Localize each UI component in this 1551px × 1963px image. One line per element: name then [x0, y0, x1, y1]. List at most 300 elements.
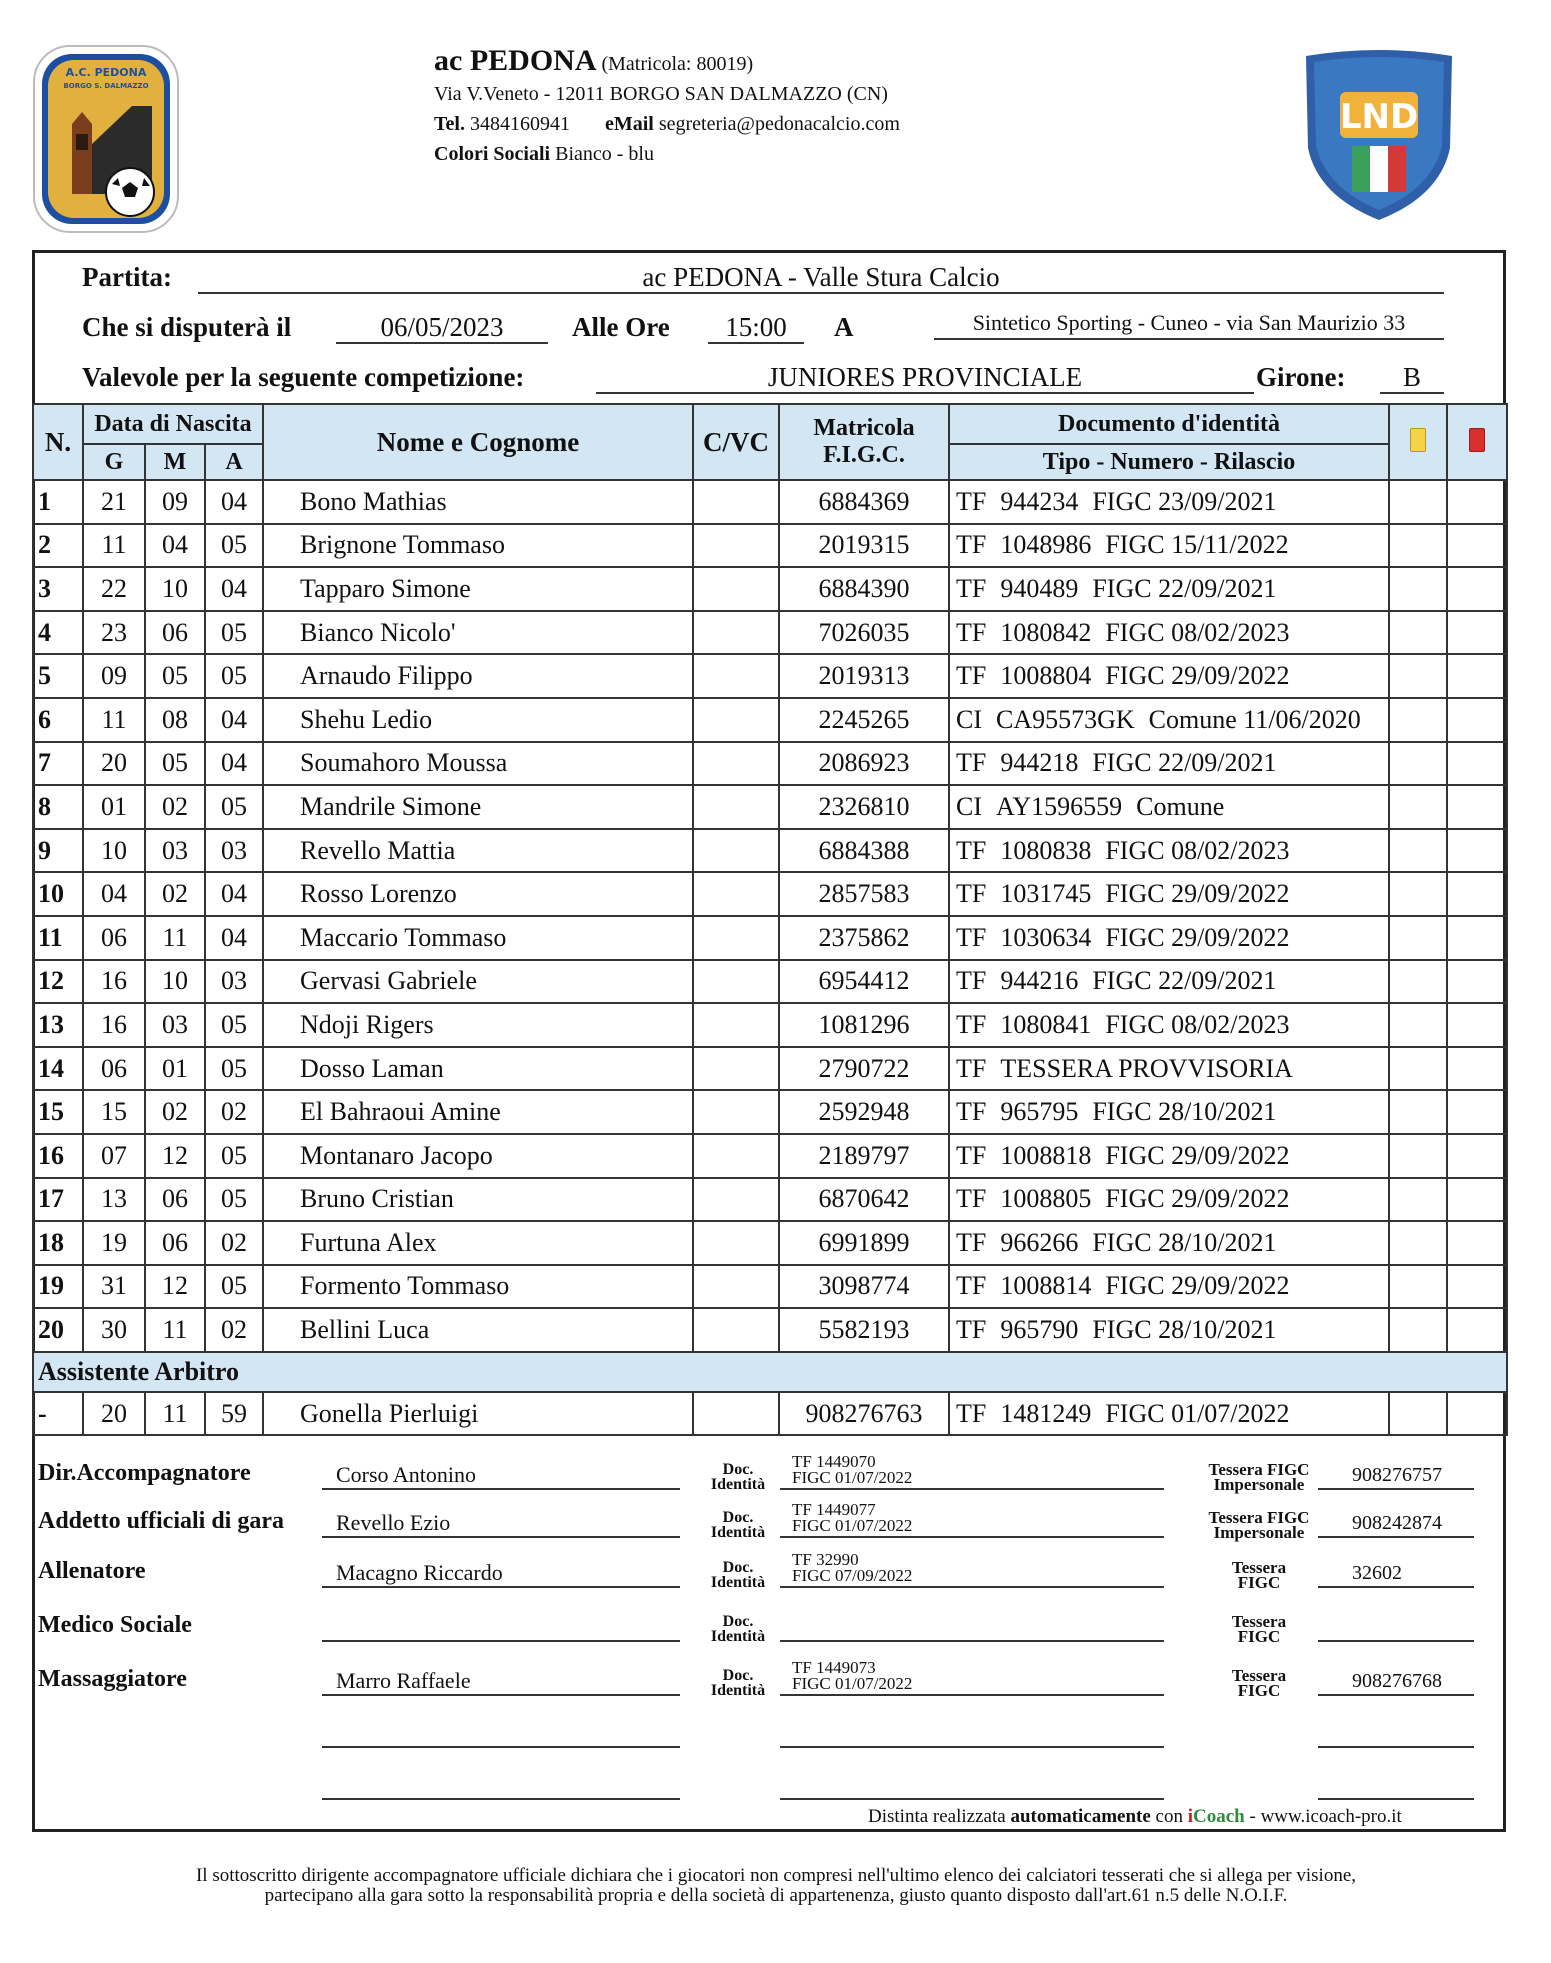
- id-document: [949, 872, 1389, 916]
- id-document: [949, 1047, 1389, 1091]
- birth-year: 05: [205, 1178, 263, 1222]
- doc-number: 944234: [1000, 486, 1079, 516]
- doc-number: 1080841: [1000, 1009, 1092, 1039]
- id-document: [949, 1003, 1389, 1047]
- player-name: Bono Mathias: [263, 480, 693, 524]
- red-card-cell: [1447, 524, 1507, 568]
- player-number: 13: [33, 1003, 83, 1047]
- tessera-label: [1184, 1668, 1334, 1698]
- doc-issuer: FIGC 08/02/2023: [1105, 1009, 1290, 1039]
- player-number: 7: [33, 742, 83, 786]
- red-card-cell: [1447, 1090, 1507, 1134]
- staff-tessera: 908242874: [1318, 1508, 1474, 1538]
- svg-text:BORGO S. DALMAZZO: BORGO S. DALMAZZO: [63, 82, 149, 90]
- cvc-cell: [693, 1134, 779, 1178]
- player-name: Rosso Lorenzo: [263, 872, 693, 916]
- cvc-cell: [693, 1178, 779, 1222]
- birth-month: 12: [145, 1265, 205, 1309]
- staff-role: Allenatore: [38, 1558, 146, 1584]
- id-document: [949, 1308, 1389, 1352]
- table-row: [33, 1178, 1507, 1222]
- birth-month: 05: [145, 654, 205, 698]
- table-row: [33, 1308, 1507, 1352]
- figc-matricola: 6954412: [779, 960, 949, 1004]
- tessera-label-line2: FIGC: [1237, 1681, 1281, 1700]
- table-row: [33, 916, 1507, 960]
- doc-number: 940489: [1000, 573, 1079, 603]
- player-number: -: [33, 1392, 83, 1436]
- doc-type: TF: [956, 1315, 987, 1345]
- red-card-cell: [1447, 611, 1507, 655]
- player-number: 14: [33, 1047, 83, 1091]
- cvc-cell: [693, 829, 779, 873]
- player-number: 5: [33, 654, 83, 698]
- figc-matricola: 2019313: [779, 654, 949, 698]
- cvc-cell: [693, 872, 779, 916]
- table-row: [33, 872, 1507, 916]
- figc-matricola: 2790722: [779, 1047, 949, 1091]
- doc-issuer: FIGC 23/09/2021: [1092, 486, 1277, 516]
- yellow-card-cell: [1389, 524, 1447, 568]
- figc-matricola: 2326810: [779, 785, 949, 829]
- id-document: [949, 698, 1389, 742]
- player-number: 1: [33, 480, 83, 524]
- doc-number: 1008804: [1000, 661, 1092, 691]
- doc-type: CI: [956, 704, 982, 734]
- figc-matricola: 5582193: [779, 1308, 949, 1352]
- match-time: 15:00: [708, 312, 804, 344]
- birth-month: 11: [145, 1392, 205, 1436]
- staff-doc-line1: TF 1449073: [792, 1658, 876, 1677]
- birth-day: 07: [83, 1134, 145, 1178]
- birth-day: 06: [83, 1047, 145, 1091]
- staff-role: Addetto ufficiali di gara: [38, 1508, 284, 1534]
- red-card-icon: [1469, 428, 1485, 452]
- doc-number: 1008818: [1000, 1140, 1092, 1170]
- id-document: [949, 654, 1389, 698]
- doc-number: TESSERA PROVVISORIA: [1000, 1053, 1293, 1083]
- cvc-cell: [693, 524, 779, 568]
- player-name: Gervasi Gabriele: [263, 960, 693, 1004]
- time-label: Alle Ore: [572, 312, 670, 342]
- yellow-card-cell: [1389, 1308, 1447, 1352]
- birth-month: 03: [145, 1003, 205, 1047]
- id-document: [949, 611, 1389, 655]
- yellow-card-cell: [1389, 1003, 1447, 1047]
- birth-day: 09: [83, 654, 145, 698]
- player-name: El Bahraoui Amine: [263, 1090, 693, 1134]
- yellow-card-cell: [1389, 1047, 1447, 1091]
- doc-issuer: FIGC 22/09/2021: [1092, 966, 1277, 996]
- player-number: 19: [33, 1265, 83, 1309]
- birth-year: 03: [205, 960, 263, 1004]
- red-card-cell: [1447, 654, 1507, 698]
- doc-issuer: FIGC 22/09/2021: [1092, 573, 1277, 603]
- doc-number: 1080838: [1000, 835, 1092, 865]
- yellow-card-cell: [1389, 698, 1447, 742]
- figc-matricola: 6991899: [779, 1221, 949, 1265]
- credit-bold: automaticamente: [1010, 1806, 1151, 1827]
- table-row: [33, 480, 1507, 524]
- figc-matricola: 2189797: [779, 1134, 949, 1178]
- club-name: ac PEDONA: [434, 44, 597, 77]
- doc-type: TF: [956, 1097, 987, 1127]
- doc-issuer: FIGC 29/09/2022: [1105, 661, 1290, 691]
- table-row: [33, 567, 1507, 611]
- staff-name: Macagno Riccardo: [322, 1558, 680, 1588]
- player-number: 18: [33, 1221, 83, 1265]
- staff-doc-line1: TF 1449077: [792, 1500, 876, 1519]
- club-matricola: (Matricola: 80019): [601, 53, 754, 75]
- cvc-cell: [693, 654, 779, 698]
- doc-number: 965790: [1000, 1315, 1079, 1345]
- yellow-card-cell: [1389, 1265, 1447, 1309]
- birth-day: 23: [83, 611, 145, 655]
- red-card-cell: [1447, 480, 1507, 524]
- doc-label-line1: Doc.: [722, 1461, 754, 1478]
- player-name: Brignone Tommaso: [263, 524, 693, 568]
- birth-month: 06: [145, 1178, 205, 1222]
- player-number: 10: [33, 872, 83, 916]
- doc-type: TF: [956, 1140, 987, 1170]
- red-card-cell: [1447, 698, 1507, 742]
- doc-issuer: Comune: [1136, 791, 1225, 821]
- doc-number: 1008805: [1000, 1184, 1092, 1214]
- doc-type: TF: [956, 1009, 987, 1039]
- doc-type: TF: [956, 748, 987, 778]
- table-row: [33, 1134, 1507, 1178]
- birth-day: 04: [83, 872, 145, 916]
- staff-name: [322, 1612, 680, 1642]
- doc-number: 965795: [1000, 1097, 1079, 1127]
- doc-label-line2: Identità: [710, 1524, 766, 1541]
- doc-identita-label: [698, 1614, 778, 1644]
- player-name: Soumahoro Moussa: [263, 742, 693, 786]
- player-number: 8: [33, 785, 83, 829]
- red-card-cell: [1447, 1265, 1507, 1309]
- figc-matricola: 7026035: [779, 611, 949, 655]
- staff-role: Massaggiatore: [38, 1666, 187, 1692]
- figc-matricola: 6870642: [779, 1178, 949, 1222]
- blank-line: [1318, 1746, 1474, 1748]
- player-number: 17: [33, 1178, 83, 1222]
- yellow-card-cell: [1389, 1221, 1447, 1265]
- staff-doc-line2: FIGC 07/09/2022: [792, 1566, 913, 1585]
- figc-matricola: 6884388: [779, 829, 949, 873]
- birth-day: 20: [83, 742, 145, 786]
- birth-day: 21: [83, 480, 145, 524]
- birth-day: 22: [83, 567, 145, 611]
- birth-year: 02: [205, 1090, 263, 1134]
- id-document: [949, 1221, 1389, 1265]
- figc-matricola: 6884369: [779, 480, 949, 524]
- assistant-row: [33, 1392, 1507, 1436]
- doc-type: CI: [956, 791, 982, 821]
- birth-month: 02: [145, 785, 205, 829]
- player-name: Bruno Cristian: [263, 1178, 693, 1222]
- birth-day: 20: [83, 1392, 145, 1436]
- doc-number: 1008814: [1000, 1271, 1092, 1301]
- player-name: Ndoji Rigers: [263, 1003, 693, 1047]
- staff-doc: [780, 1454, 1164, 1490]
- col-name: Nome e Cognome: [263, 404, 693, 480]
- birth-day: 11: [83, 698, 145, 742]
- birth-year: 05: [205, 1134, 263, 1178]
- id-document: [949, 567, 1389, 611]
- doc-issuer: FIGC 29/09/2022: [1105, 1271, 1290, 1301]
- birth-month: 02: [145, 1090, 205, 1134]
- player-name: Shehu Ledio: [263, 698, 693, 742]
- doc-type: TF: [956, 1398, 987, 1428]
- staff-doc: [780, 1660, 1164, 1696]
- player-number: 3: [33, 567, 83, 611]
- doc-label-line2: Identità: [710, 1574, 766, 1591]
- doc-identita-label: [698, 1462, 778, 1492]
- id-document: [949, 916, 1389, 960]
- red-card-cell: [1447, 1221, 1507, 1265]
- brand-coach: Coach: [1193, 1806, 1245, 1827]
- club-address: Via V.Veneto - 12011 BORGO SAN DALMAZZO (CN): [434, 83, 888, 105]
- figc-matricola: 2592948: [779, 1090, 949, 1134]
- birth-month: 11: [145, 916, 205, 960]
- col-matricola-line1: Matricola: [813, 415, 915, 441]
- figc-matricola: 908276763: [779, 1392, 949, 1436]
- table-row: [33, 1003, 1507, 1047]
- red-card-cell: [1447, 567, 1507, 611]
- yellow-card-cell: [1389, 1392, 1447, 1436]
- table-row: [33, 524, 1507, 568]
- birth-month: 05: [145, 742, 205, 786]
- player-name: Revello Mattia: [263, 829, 693, 873]
- tessera-label-line2: FIGC: [1237, 1573, 1281, 1592]
- yellow-card-cell: [1389, 480, 1447, 524]
- cvc-cell: [693, 1265, 779, 1309]
- yellow-card-cell: [1389, 960, 1447, 1004]
- figc-matricola: 3098774: [779, 1265, 949, 1309]
- birth-day: 10: [83, 829, 145, 873]
- footer-line-1: Il sottoscritto dirigente accompagnatore ufficiale dichiara che i giocatori non compresi nell'ultimo elenco dei calciatori tesserati che si allega per visione,: [195, 1865, 1357, 1886]
- player-name: Furtuna Alex: [263, 1221, 693, 1265]
- staff-tessera: [1318, 1612, 1474, 1642]
- yellow-card-cell: [1389, 567, 1447, 611]
- cvc-cell: [693, 567, 779, 611]
- table-row: [33, 785, 1507, 829]
- partita-value: ac PEDONA - Valle Stura Calcio: [198, 262, 1444, 294]
- id-document: [949, 1090, 1389, 1134]
- staff-role: Medico Sociale: [38, 1612, 192, 1638]
- player-number: 12: [33, 960, 83, 1004]
- col-birth: Data di Nascita: [83, 404, 263, 444]
- player-number: 9: [33, 829, 83, 873]
- id-document: [949, 960, 1389, 1004]
- club-tel: 3484160941: [469, 113, 570, 135]
- cvc-cell: [693, 785, 779, 829]
- table-row: [33, 698, 1507, 742]
- figc-matricola: 6884390: [779, 567, 949, 611]
- id-document: [949, 1134, 1389, 1178]
- doc-identita-label: [698, 1510, 778, 1540]
- birth-month: 02: [145, 872, 205, 916]
- doc-type: TF: [956, 530, 987, 560]
- club-email: segreteria@pedonacalcio.com: [658, 113, 900, 135]
- girone-label: Girone:: [1256, 362, 1346, 392]
- assistant-label: Assistente Arbitro: [33, 1352, 1507, 1392]
- doc-number: 944216: [1000, 966, 1079, 996]
- blank-line: [322, 1798, 680, 1800]
- cvc-cell: [693, 1090, 779, 1134]
- id-document: [949, 742, 1389, 786]
- blank-line: [1318, 1798, 1474, 1800]
- doc-type: TF: [956, 879, 987, 909]
- birth-year: 05: [205, 654, 263, 698]
- birth-day: 06: [83, 916, 145, 960]
- doc-identita-label: [698, 1560, 778, 1590]
- birth-year: 05: [205, 1265, 263, 1309]
- id-document: [949, 1392, 1389, 1436]
- tessera-label: [1184, 1462, 1334, 1492]
- table-row: [33, 742, 1507, 786]
- yellow-card-cell: [1389, 1090, 1447, 1134]
- cvc-cell: [693, 698, 779, 742]
- birth-year: 04: [205, 742, 263, 786]
- yellow-card-cell: [1389, 611, 1447, 655]
- cvc-cell: [693, 480, 779, 524]
- figc-matricola: 2375862: [779, 916, 949, 960]
- tessera-label-line1: Tessera FIGC: [1208, 1508, 1310, 1527]
- doc-issuer: FIGC 29/09/2022: [1105, 1184, 1290, 1214]
- birth-month: 01: [145, 1047, 205, 1091]
- doc-issuer: FIGC 29/09/2022: [1105, 1140, 1290, 1170]
- doc-issuer: FIGC 22/09/2021: [1092, 748, 1277, 778]
- table-row: [33, 1090, 1507, 1134]
- player-name: Arnaudo Filippo: [263, 654, 693, 698]
- id-document: [949, 480, 1389, 524]
- doc-issuer: FIGC 28/10/2021: [1092, 1315, 1277, 1345]
- doc-type: TF: [956, 1271, 987, 1301]
- doc-issuer: FIGC 29/09/2022: [1105, 922, 1290, 952]
- red-card-cell: [1447, 916, 1507, 960]
- doc-type: TF: [956, 922, 987, 952]
- player-number: 11: [33, 916, 83, 960]
- red-card-cell: [1447, 1003, 1507, 1047]
- id-document: [949, 829, 1389, 873]
- col-n: N.: [33, 404, 83, 480]
- yellow-card-cell: [1389, 829, 1447, 873]
- birth-month: 09: [145, 480, 205, 524]
- tessera-label-line1: Tessera: [1231, 1612, 1287, 1631]
- svg-text:A.C. PEDONA: A.C. PEDONA: [65, 66, 147, 79]
- red-card-cell: [1447, 1308, 1507, 1352]
- doc-type: TF: [956, 1184, 987, 1214]
- birth-year: 02: [205, 1221, 263, 1265]
- brand-i: i: [1187, 1806, 1194, 1827]
- tessera-label-line1: Tessera: [1231, 1666, 1287, 1685]
- yellow-card-cell: [1389, 872, 1447, 916]
- player-name: Dosso Laman: [263, 1047, 693, 1091]
- svg-text:LND: LND: [1339, 97, 1419, 137]
- birth-month: 06: [145, 1221, 205, 1265]
- red-card-cell: [1447, 872, 1507, 916]
- doc-type: TF: [956, 486, 987, 516]
- cvc-cell: [693, 1221, 779, 1265]
- birth-month: 11: [145, 1308, 205, 1352]
- table-row: [33, 1221, 1507, 1265]
- cvc-cell: [693, 1308, 779, 1352]
- staff-doc-line2: FIGC 01/07/2022: [792, 1516, 913, 1535]
- yellow-card-cell: [1389, 785, 1447, 829]
- birth-day: 31: [83, 1265, 145, 1309]
- doc-number: 966266: [1000, 1227, 1079, 1257]
- doc-label-line2: Identità: [710, 1476, 766, 1493]
- doc-issuer: FIGC 08/02/2023: [1105, 617, 1290, 647]
- birth-year: 03: [205, 829, 263, 873]
- staff-doc-line2: FIGC 01/07/2022: [792, 1674, 913, 1693]
- doc-type: TF: [956, 661, 987, 691]
- club-info: [434, 46, 900, 169]
- tessera-label: [1184, 1510, 1334, 1540]
- venue-label: A: [834, 312, 854, 342]
- doc-number: 1080842: [1000, 617, 1092, 647]
- tessera-label-line2: Impersonale: [1213, 1475, 1305, 1494]
- player-number: 2: [33, 524, 83, 568]
- player-number: 6: [33, 698, 83, 742]
- figc-matricola: 2245265: [779, 698, 949, 742]
- competition-value: JUNIORES PROVINCIALE: [596, 362, 1254, 394]
- credit-url: - www.icoach-pro.it: [1249, 1806, 1402, 1827]
- table-row: [33, 611, 1507, 655]
- staff-doc-line1: TF 32990: [792, 1550, 859, 1569]
- tessera-label: [1184, 1560, 1334, 1590]
- player-number: 15: [33, 1090, 83, 1134]
- lnd-logo: [1300, 48, 1458, 224]
- staff-name: Marro Raffaele: [322, 1666, 680, 1696]
- id-document: [949, 1178, 1389, 1222]
- doc-label-line1: Doc.: [722, 1613, 754, 1630]
- table-row: [33, 960, 1507, 1004]
- blank-line: [780, 1746, 1164, 1748]
- doc-issuer: FIGC 28/10/2021: [1092, 1227, 1277, 1257]
- player-name: Maccario Tommaso: [263, 916, 693, 960]
- birth-day: 30: [83, 1308, 145, 1352]
- staff-tessera: 908276768: [1318, 1666, 1474, 1696]
- birth-month: 03: [145, 829, 205, 873]
- birth-year: 05: [205, 1047, 263, 1091]
- staff-doc: [780, 1502, 1164, 1538]
- tessera-label-line1: Tessera FIGC: [1208, 1460, 1310, 1479]
- birth-year: 05: [205, 611, 263, 655]
- doc-label-line2: Identità: [710, 1628, 766, 1645]
- col-matricola-line2: F.I.G.C.: [823, 442, 905, 468]
- col-cvc: C/VC: [693, 404, 779, 480]
- doc-type: TF: [956, 573, 987, 603]
- doc-issuer: FIGC 01/07/2022: [1105, 1398, 1290, 1428]
- match-venue: Sintetico Sporting - Cuneo - via San Maurizio 33: [934, 308, 1444, 340]
- staff-role: Dir.Accompagnatore: [38, 1460, 251, 1486]
- col-g: G: [83, 444, 145, 480]
- cvc-cell: [693, 1047, 779, 1091]
- red-card-cell: [1447, 1178, 1507, 1222]
- player-name: Tapparo Simone: [263, 567, 693, 611]
- yellow-card-cell: [1389, 1178, 1447, 1222]
- assistant-header-row: [33, 1352, 1507, 1392]
- footer-line-2: partecipano alla gara sotto la responsabilità propria e della società di appartenenza, giusto quanto disposto dall'art.61 n.5 delle N.O.I.F.: [264, 1885, 1288, 1906]
- red-card-cell: [1447, 1392, 1507, 1436]
- doc-type: TF: [956, 1053, 987, 1083]
- doc-label-line1: Doc.: [722, 1667, 754, 1684]
- id-document: [949, 785, 1389, 829]
- staff-name: Revello Ezio: [322, 1508, 680, 1538]
- red-card-cell: [1447, 742, 1507, 786]
